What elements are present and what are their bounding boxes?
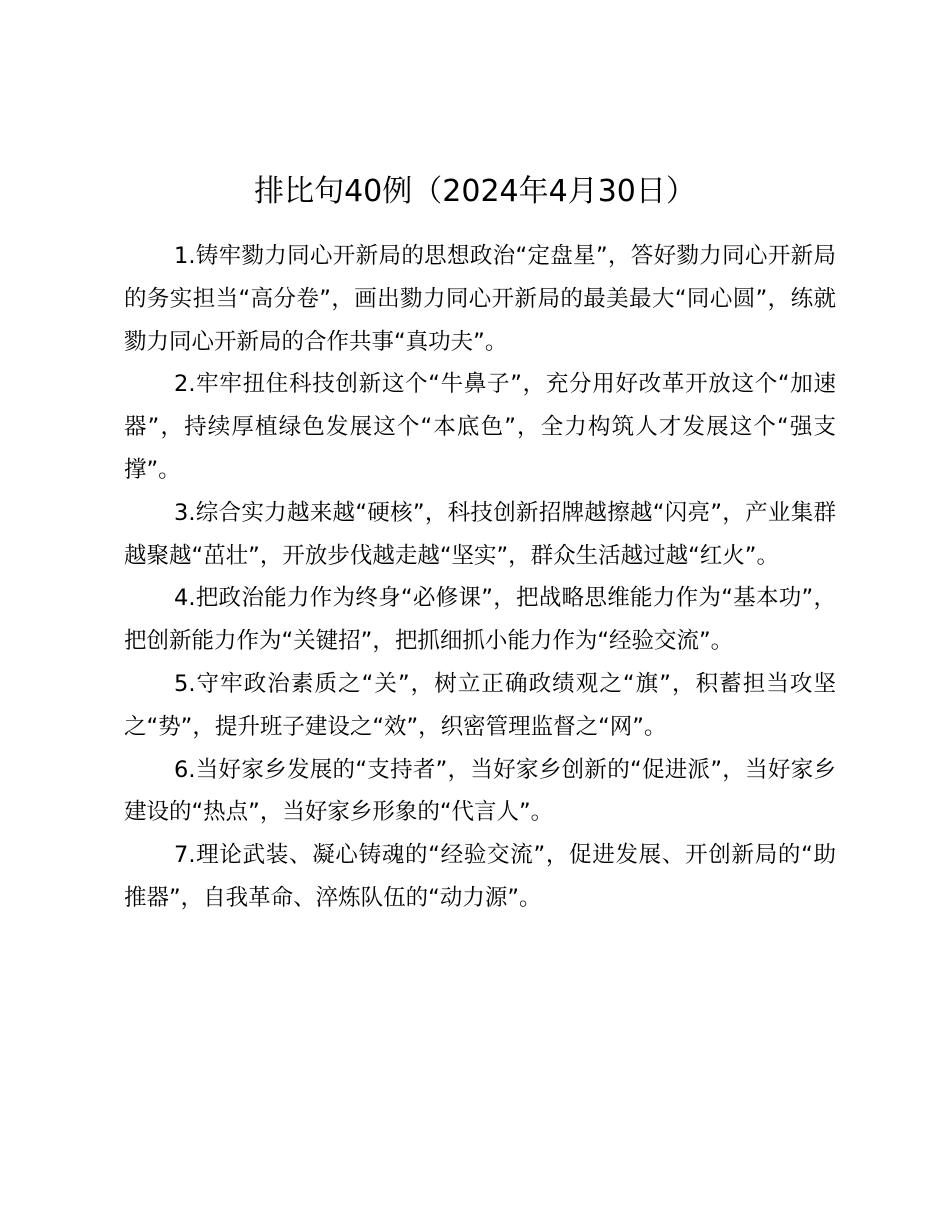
paragraph-3: 3.综合实力越来越“硬核”，科技创新招牌越擦越“闪亮”，产业集群越聚越“茁壮”，开放步伐越走越“坚实”，群众生活越过越“红火”。 [124, 499, 836, 569]
paragraph-4: 4.把政治能力作为终身“必修课”，把战略思维能力作为“基本功”，把创新能力作为“关键招”，把抓细抓小能力作为“经验交流”。 [124, 585, 836, 655]
document-body [124, 235, 836, 920]
paragraph-7: 7.理论武装、凝心铸魂的“经验交流”，促进发展、开创新局的“助推器”，自我革命、淬炼队伍的“动力源”。 [124, 842, 836, 911]
document-title: 排比句40例（2024年4月30日） [254, 174, 696, 209]
paragraph-5: 5.守牢政治素质之“关”，树立正确政绩观之“旗”，积蓄担当攻坚之“势”，提升班子建设之“效”，织密管理监督之“网”。 [124, 670, 836, 740]
paragraph-1: 1.铸牢勠力同心开新局的思想政治“定盘星”，答好勠力同心开新局的务实担当“高分卷”，画出勠力同心开新局的最美最大“同心圆”，练就勠力同心开新局的合作共事“真功夫”。 [124, 243, 836, 355]
paragraph-2: 2.牢牢扭住科技创新这个“牛鼻子”，充分用好改革开放这个“加速器”，持续厚植绿色发展这个“本底色”，全力构筑人才发展这个“强支撑”。 [124, 371, 836, 483]
paragraph-6: 6.当好家乡发展的“支持者”，当好家乡创新的“促进派”，当好家乡建设的“热点”，当好家乡形象的“代言人”。 [124, 756, 836, 826]
